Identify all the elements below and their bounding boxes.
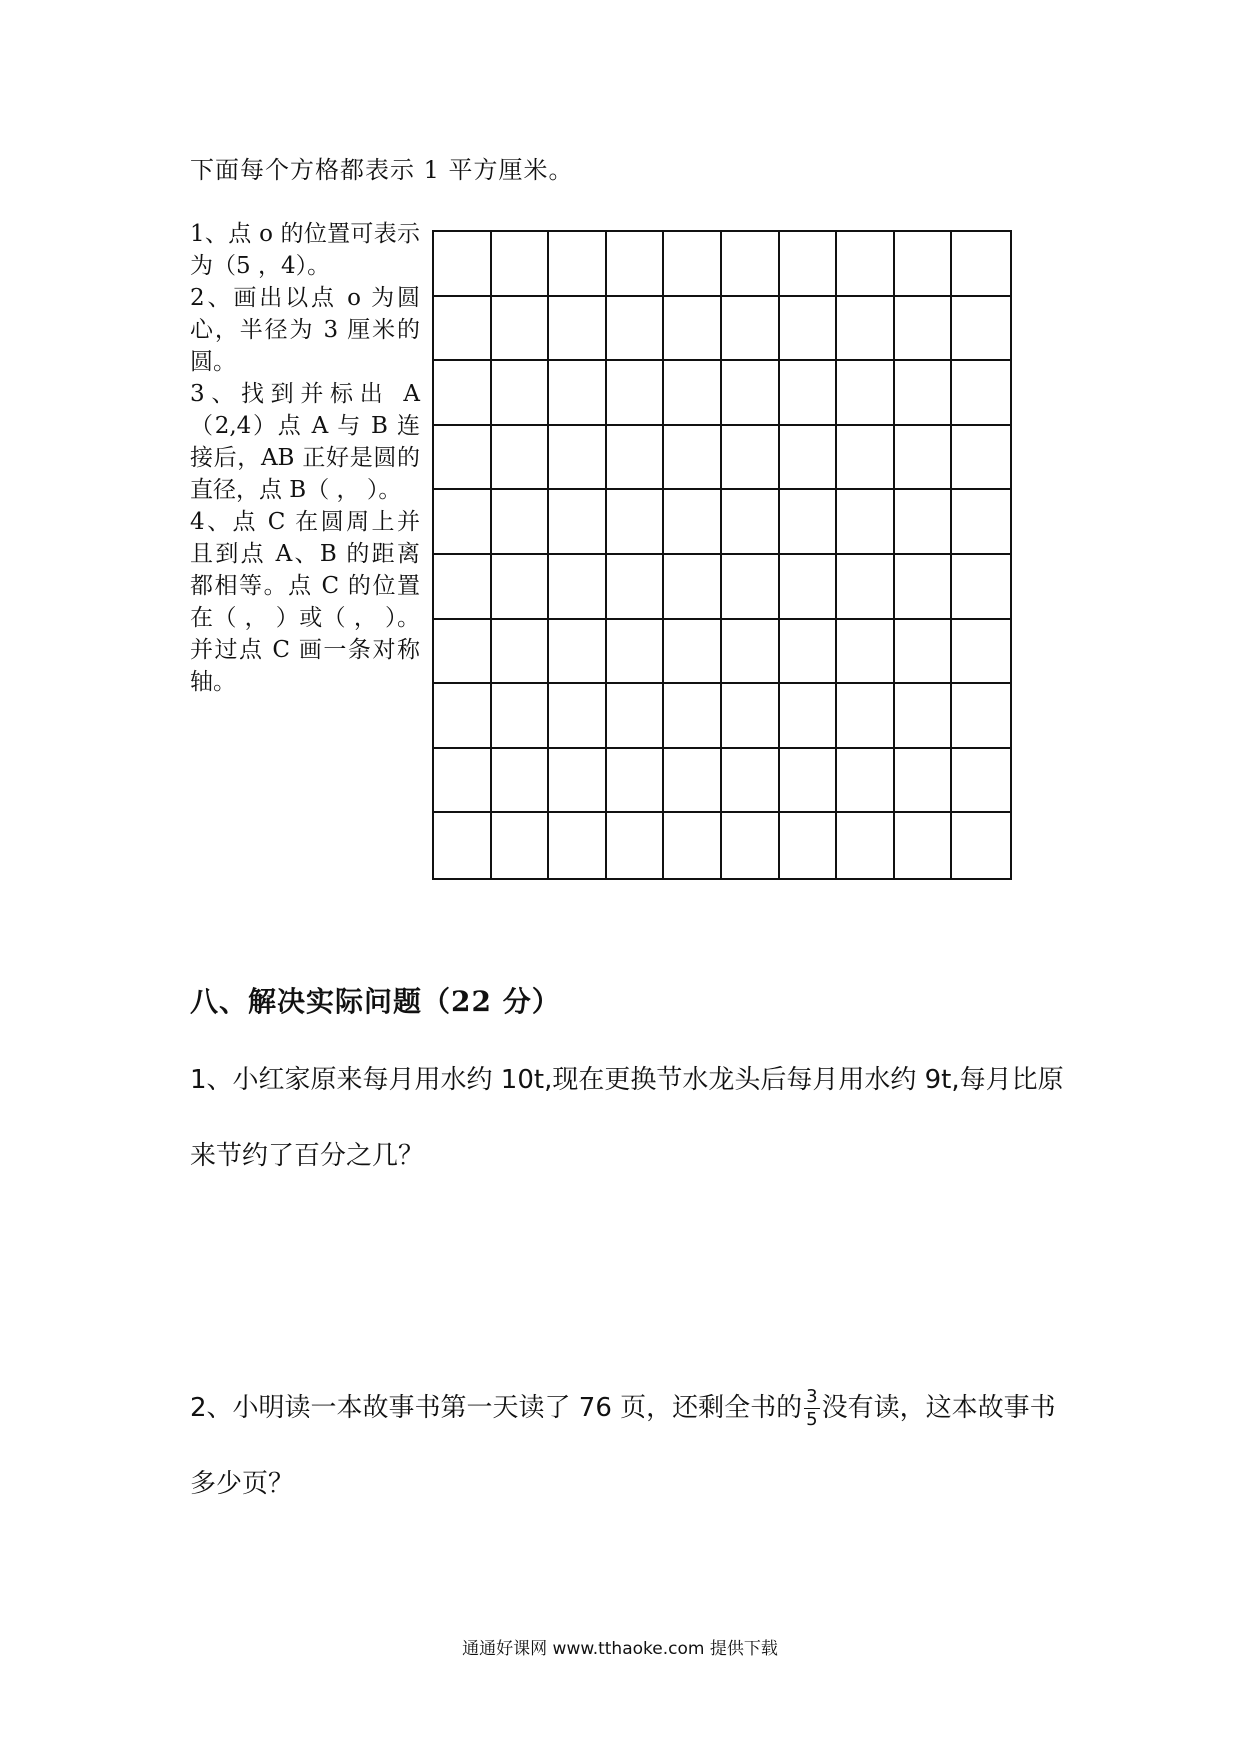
grid-cell [664,620,722,685]
grid-cell [722,297,780,362]
problem-1: 1、小红家原来每月用水约 10t,现在更换节水龙头后每月用水约 9t,每月比原来节约了百分之几？ [190,1065,1064,1171]
grid-cell [952,232,1010,297]
grid-cell [837,297,895,362]
grid-cell [434,813,492,878]
grid-cell [549,620,607,685]
grid-cell [434,490,492,555]
grid-cell [952,749,1010,814]
grid-cell [492,297,550,362]
grid-cell [837,426,895,491]
grid-cell [607,426,665,491]
grid-cell [780,813,838,878]
grid-cell [492,426,550,491]
grid-cell [549,426,607,491]
grid-cell [837,749,895,814]
fraction [804,1386,819,1431]
grid-cell [952,620,1010,685]
grid-cell [895,749,953,814]
grid-cell [952,297,1010,362]
grid-cell [837,620,895,685]
problem-2-text-before: 2、小明读一本故事书第一天读了 76 页，还剩全书的 [190,1393,803,1423]
grid-cell [434,361,492,426]
grid-cell [664,426,722,491]
grid-cell [780,361,838,426]
grid-cell [780,490,838,555]
grid-cell [837,555,895,620]
grid-cell [895,297,953,362]
grid-cell [895,426,953,491]
grid-cell [607,555,665,620]
grid-cell [607,361,665,426]
grid-cell [492,749,550,814]
grid-cell [837,684,895,749]
fraction-denominator: 5 [806,1409,818,1430]
grid-cell [722,555,780,620]
grid-cell [434,426,492,491]
grid-cell [434,684,492,749]
grid-cell [607,297,665,362]
grid-cell [664,749,722,814]
grid-cell [434,297,492,362]
grid-cell [722,684,780,749]
grid-cell [895,555,953,620]
grid-cell [780,555,838,620]
grid-cell [837,813,895,878]
grid-cell [952,813,1010,878]
grid-cell [664,555,722,620]
grid-cell [607,749,665,814]
grid-cell [895,620,953,685]
problem-2-text-after: 没有读，这本故事书多少页？ [190,1393,1056,1499]
grid-cell [952,361,1010,426]
grid-cell [434,620,492,685]
section-title: 八、解决实际问题（22 分） [190,985,561,1018]
question-2: 2、画出以点 o 为圆心，半径为 3 厘米的圆。 [190,285,420,375]
grid-cell [664,684,722,749]
grid-cell [492,813,550,878]
grid-cell [895,490,953,555]
grid-cell [549,361,607,426]
grid-cell [607,684,665,749]
question-3: 3、找到并标出 A（2,4）点 A 与 B 连接后，AB 正好是圆的直径，点 B（ ， ）。 [190,381,420,503]
grid-cell [837,490,895,555]
grid-cell [780,684,838,749]
grid-cell [664,490,722,555]
grid-cell [549,555,607,620]
grid-cell [549,490,607,555]
grid-cell [492,555,550,620]
grid-cell [549,813,607,878]
grid-cell [607,813,665,878]
grid-cell [895,813,953,878]
fraction-numerator: 3 [806,1386,818,1407]
grid-cell [722,620,780,685]
grid-cell [722,749,780,814]
grid-cell [664,232,722,297]
grid-cell [722,232,780,297]
grid-cell [895,684,953,749]
grid-cell [780,297,838,362]
grid-cell [664,297,722,362]
grid-cell [549,684,607,749]
grid-cell [952,426,1010,491]
grid-cell [492,684,550,749]
grid-cell [837,361,895,426]
grid-cell [434,555,492,620]
grid-cell [952,490,1010,555]
grid-cell [952,555,1010,620]
grid-cell [895,232,953,297]
grid-cell [664,361,722,426]
grid-cell [780,749,838,814]
grid-cell [895,361,953,426]
grid-cell [722,490,780,555]
grid-cell [722,813,780,878]
footer-credit: 通通好课网 www.tthaoke.com 提供下载 [462,1639,778,1659]
grid-cell [837,232,895,297]
coordinate-grid [432,230,1012,880]
grid-cell [434,232,492,297]
grid-cell [780,426,838,491]
grid-cell [780,232,838,297]
grid-cell [607,620,665,685]
grid-cell [549,749,607,814]
grid-cell [492,232,550,297]
intro-text: 下面每个方格都表示 1 平方厘米。 [190,156,574,184]
grid-cell [492,620,550,685]
grid-cell [492,361,550,426]
grid-cell [434,749,492,814]
grid-cell [780,620,838,685]
question-4: 4、点 C 在圆周上并且到点 A、B 的距离都相等。点 C 的位置在（ ， ）或（ ， ）。并过点 C 画一条对称轴。 [190,509,420,695]
grid-cell [722,361,780,426]
question-1: 1、点 o 的位置可表示为（5 ，4）。 [190,221,420,279]
grid-cell [607,490,665,555]
grid-cell [607,232,665,297]
problem-2 [190,1370,1070,1522]
grid-cell [952,684,1010,749]
grid-cell [664,813,722,878]
grid-cell [722,426,780,491]
grid-cell [549,232,607,297]
grid-cell [549,297,607,362]
grid-cell [492,490,550,555]
